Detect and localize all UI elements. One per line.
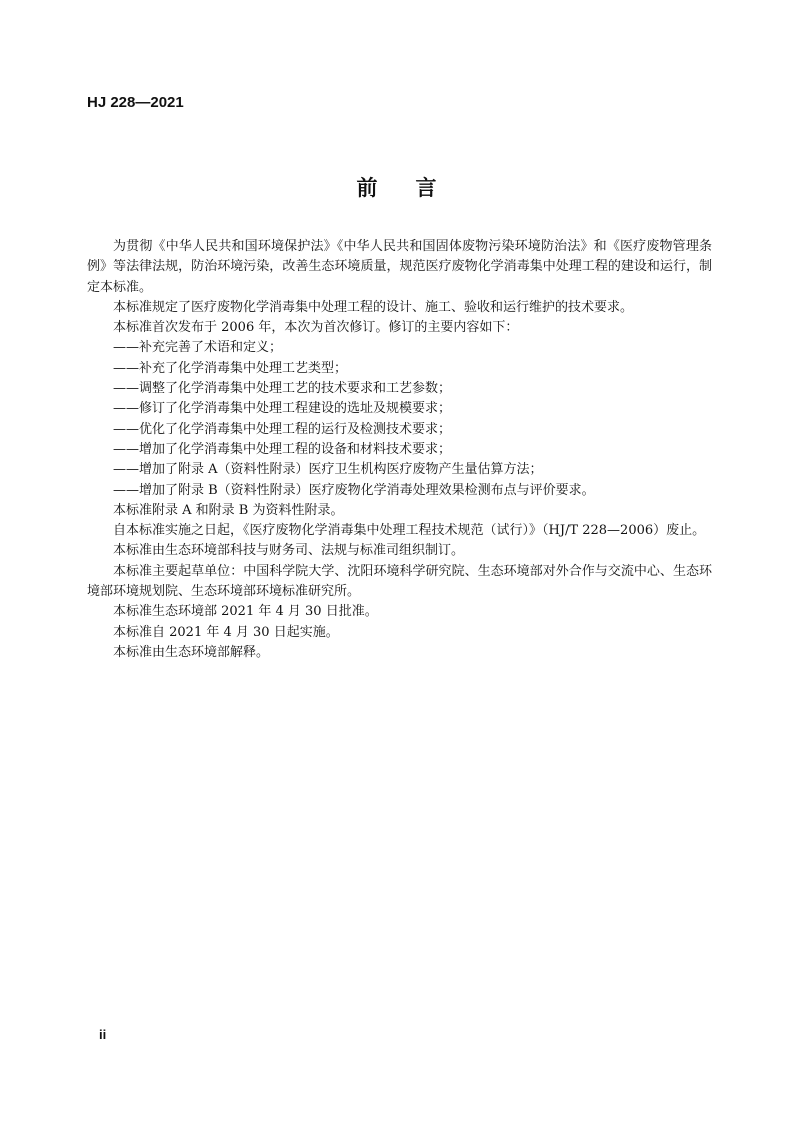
- list-item: ——补充了化学消毒集中处理工艺类型；: [113, 360, 348, 376]
- document-code: HJ 228—2021: [87, 94, 184, 111]
- title-char-2: 言: [415, 176, 437, 200]
- foreword-body: [87, 237, 712, 663]
- paragraph: 本标准生态环境部 2021 年 4 月 30 日批准。: [113, 604, 378, 620]
- list-item: ——增加了附录 A（资料性附录）医疗卫生机构医疗废物产生量估算方法；: [113, 462, 543, 478]
- paragraph: 本标准由生态环境部解释。: [113, 644, 270, 660]
- paragraph: 本标准附录 A 和附录 B 为资料性附录。: [113, 502, 344, 518]
- paragraph: 自本标准实施之日起，《医疗废物化学消毒集中处理工程技术规范（试行）》（HJ/T 228—2006）废止。: [113, 523, 706, 539]
- paragraph: 本标准规定了医疗废物化学消毒集中处理工程的设计、施工、验收和运行维护的技术要求。: [113, 299, 634, 315]
- list-item: ——优化了化学消毒集中处理工程的运行及检测技术要求；: [113, 421, 452, 437]
- list-item: ——修订了化学消毒集中处理工程建设的选址及规模要求；: [113, 401, 452, 417]
- paragraph: 为贯彻《中华人民共和国环境保护法》《中华人民共和国固体废物污染环境防治法》和《医疗废物管理条例》等法律法规，防治环境污染，改善生态环境质量，规范医疗废物化学消毒集中处理工程的建设和运行，制定本标准。: [87, 239, 712, 295]
- page-title: [0, 172, 793, 202]
- paragraph: 本标准自 2021 年 4 月 30 日起实施。: [113, 624, 339, 640]
- list-item: ——增加了化学消毒集中处理工程的设备和材料技术要求；: [113, 441, 452, 457]
- list-item: ——调整了化学消毒集中处理工艺的技术要求和工艺参数；: [113, 381, 452, 397]
- paragraph: 本标准首次发布于 2006 年，本次为首次修订。修订的主要内容如下：: [113, 320, 519, 336]
- paragraph: 本标准由生态环境部科技与财务司、法规与标准司组织制订。: [113, 543, 465, 559]
- title-char-1: 前: [356, 176, 378, 200]
- list-item: ——增加了附录 B（资料性附录）医疗废物化学消毒处理效果检测布点与评价要求。: [113, 482, 595, 498]
- list-item: ——补充完善了术语和定义；: [113, 340, 283, 356]
- paragraph: 本标准主要起草单位：中国科学院大学、沈阳环境科学研究院、生态环境部对外合作与交流中心、生态环境部环境规划院、生态环境部环境标准研究所。: [87, 563, 712, 600]
- page-number: ii: [99, 1027, 107, 1042]
